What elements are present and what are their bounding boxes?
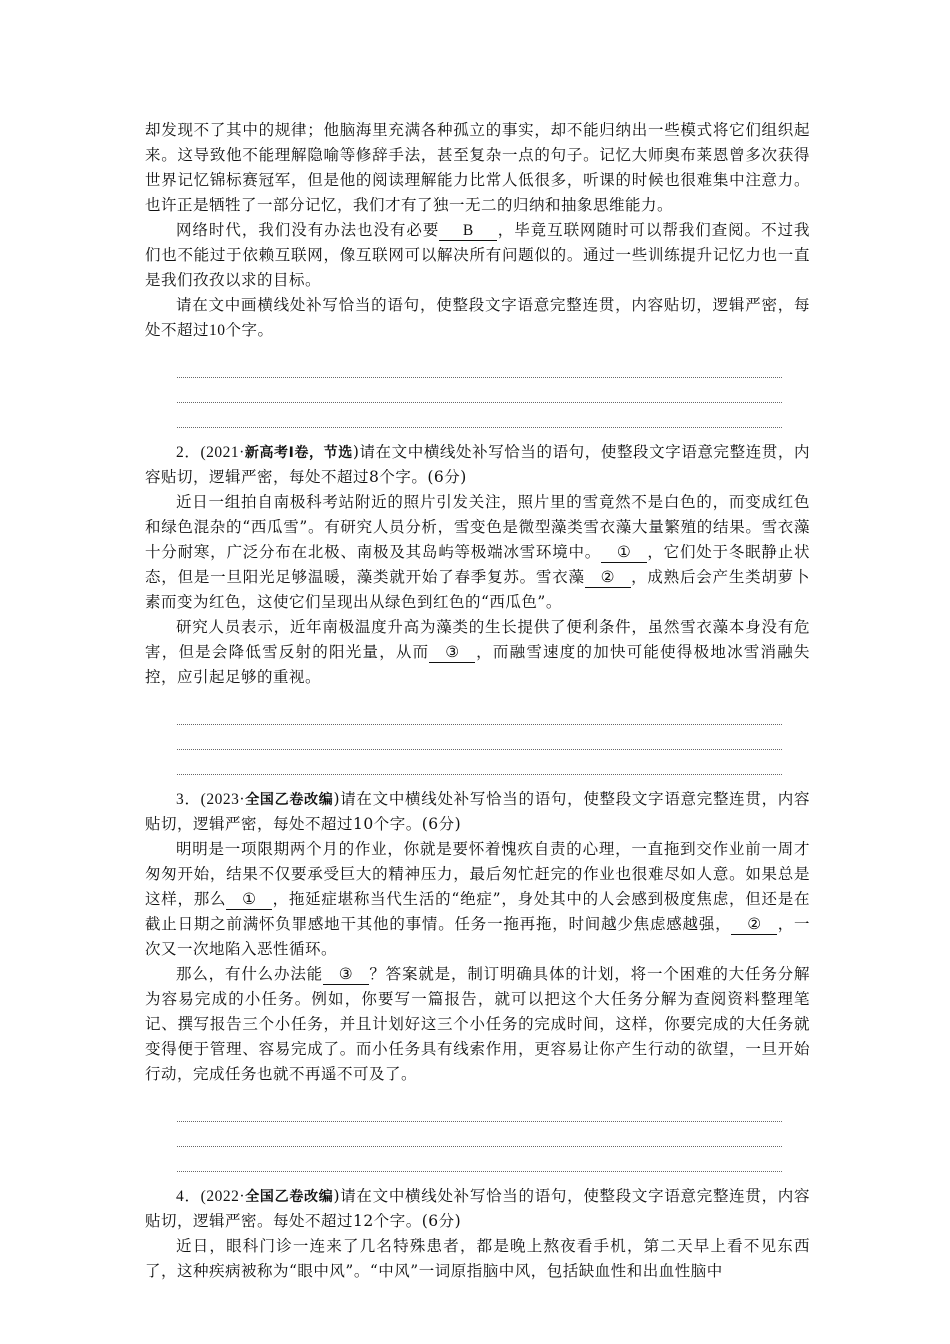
para2-text-after: ，毕竟互联网随时可以帮我们查阅。不过我们也不能过于依赖互联网，像互联网可以解决所有问题似的。通过一些训练提升记忆力也一直是我们孜孜以求的目标。 (145, 221, 810, 289)
document-content (145, 118, 810, 1284)
q2-text: ，成熟后会产生类胡萝卜素而变为红色，这使它们呈现出从绿色到红色的“西瓜色”。 (145, 568, 810, 611)
instruction-number: 10 (209, 322, 226, 339)
q3-text: ？答案就是，制订明确具体的计划，将一个困难的大任务分解为容易完成的小任务。例如，你要写一篇报告，就可以把这个大任务分解为查阅资料整理笔记、撰写报告三个小任务，并且计划好这三个小任务的完成时间，这样，你要完成的大任务就变得便于管理、容易完成了。而小任务具有线索作用，更容易让你产生行动的欲望，一旦开始行动，完成任务也就不再遥不可及了。 (145, 965, 810, 1083)
q2-source: 新高考Ⅰ卷，节选 (244, 444, 353, 460)
para2-text-before: 网络时代，我们没有办法也没有必要 (176, 221, 440, 239)
q3-source-close: ) (333, 790, 341, 808)
q3-blank-1[interactable]: ① (226, 891, 272, 910)
q2-source-close: ) (352, 443, 360, 461)
answer-line[interactable] (177, 353, 782, 378)
q3-source: 全国乙卷改编 (245, 791, 334, 807)
q3-blank-3[interactable]: ③ (323, 966, 369, 985)
q3-text: ，拖延症堪称当代生活的“绝症”，身处其中的人会感到极度焦虑，但还是在截止日期之前满怀负罪感地干其他的事情。任务一拖再拖，时间越少焦虑感越强， (145, 890, 810, 933)
q2-paragraph-1 (145, 490, 810, 615)
intro-paragraph-2 (145, 218, 810, 293)
question-3 (145, 787, 810, 1172)
answer-line[interactable] (177, 1147, 782, 1172)
instruction-text: 请在文中画横线处补写恰当的语句，使整段文字语意完整连贯，内容贴切，逻辑严密，每处不超过 (145, 296, 810, 339)
q2-text: ，而融雪速度的加快可能使得极地冰雪消融失控，应引起足够的重视。 (145, 643, 810, 686)
q4-source: 全国乙卷改编 (245, 1188, 334, 1204)
q2-heading (145, 440, 810, 490)
answer-line[interactable] (177, 700, 782, 725)
q2-text: 研究人员表示，近年南极温度升高为藻类的生长提供了便利条件，虽然雪衣藻本身没有危害，但是会降低雪反射的阳光量，从而 (145, 618, 810, 661)
answer-blank-b[interactable]: B (439, 222, 497, 241)
answer-line[interactable] (177, 378, 782, 403)
q2-source-open: (2021· (200, 444, 245, 461)
q4-source-close: ) (333, 1187, 341, 1205)
intro-paragraph-1: 却发现不了其中的规律；他脑海里充满各种孤立的事实，却不能归纳出一些模式将它们组织起来。这导致他不能理解隐喻等修辞手法，甚至复杂一点的句子。记忆大师奥布莱恩曾多次获得世界记忆锦标赛冠军，但是他的阅读理解能力比常人低很多，听课的时候也很难集中注意力。也许正是牺牲了一部分记忆，我们才有了独一无二的归纳和抽象思维能力。 (145, 121, 810, 214)
q4-source-open: (2022· (200, 1188, 245, 1205)
q3-text: ，一次又一次地陷入恶性循环。 (145, 915, 810, 958)
q2-paragraph-2 (145, 615, 810, 690)
answer-line[interactable] (177, 1122, 782, 1147)
q3-paragraph-2 (145, 962, 810, 1087)
q1-answer-area[interactable] (177, 353, 782, 428)
q2-blank-2[interactable]: ② (585, 569, 631, 588)
q3-answer-area[interactable] (177, 1097, 782, 1172)
q2-text: ，它们处于冬眠静止状态，但是一旦阳光足够温暖，藻类就开始了春季复苏。雪衣藻 (145, 543, 810, 586)
q2-blank-3[interactable]: ③ (429, 644, 475, 663)
q3-source-open: (2023· (200, 791, 245, 808)
q2-text: 近日一组拍自南极科考站附近的照片引发关注，照片里的雪竟然不是白色的，而变成红色和绿色混杂的“西瓜雪”。有研究人员分析，雪变色是微型藻类雪衣藻大量繁殖的结果。雪衣藻十分耐寒，广泛分布在北极、南极及其岛屿等极端冰雪环境中。 (145, 493, 810, 561)
q4-number: 4． (176, 1188, 201, 1205)
q3-blank-2[interactable]: ② (731, 916, 777, 935)
q3-number: 3． (176, 791, 201, 808)
q2-prompt: 请在文中横线处补写恰当的语句，使整段文字语意完整连贯，内容贴切，逻辑严密，每处不超过8个字。(6分) (145, 443, 810, 486)
q2-blank-1[interactable]: ① (601, 544, 647, 563)
q3-text: 明明是一项限期两个月的作业，你就是要怀着愧疚自责的心理，一直拖到交作业前一周才匆匆开始，结果不仅要承受巨大的精神压力，最后匆忙赶完的作业也很难尽如人意。如果总是这样，那么 (145, 840, 810, 908)
q1-instruction (145, 293, 810, 343)
q4-prompt: 请在文中横线处补写恰当的语句，使整段文字语意完整连贯，内容贴切，逻辑严密。每处不超过12个字。(6分) (145, 1187, 810, 1230)
q3-paragraph-1 (145, 837, 810, 962)
answer-line[interactable] (177, 403, 782, 428)
answer-line[interactable] (177, 1097, 782, 1122)
q4-heading (145, 1184, 810, 1234)
answer-line[interactable] (177, 750, 782, 775)
instruction-suffix: 个字。 (225, 321, 274, 339)
question-2 (145, 440, 810, 775)
q2-answer-area[interactable] (177, 700, 782, 775)
answer-line[interactable] (177, 725, 782, 750)
question-4 (145, 1184, 810, 1284)
q3-prompt: 请在文中横线处补写恰当的语句，使整段文字语意完整连贯，内容贴切，逻辑严密，每处不超过10个字。(6分) (145, 790, 810, 833)
q2-number: 2． (176, 444, 201, 461)
q3-heading (145, 787, 810, 837)
q4-paragraph-1: 近日，眼科门诊一连来了几名特殊患者，都是晚上熬夜看手机，第二天早上看不见东西了，这种疾病被称为“眼中风”。“中风”一词原指脑中风，包括缺血性和出血性脑中 (145, 1237, 810, 1280)
q3-text: 那么，有什么办法能 (176, 965, 323, 983)
